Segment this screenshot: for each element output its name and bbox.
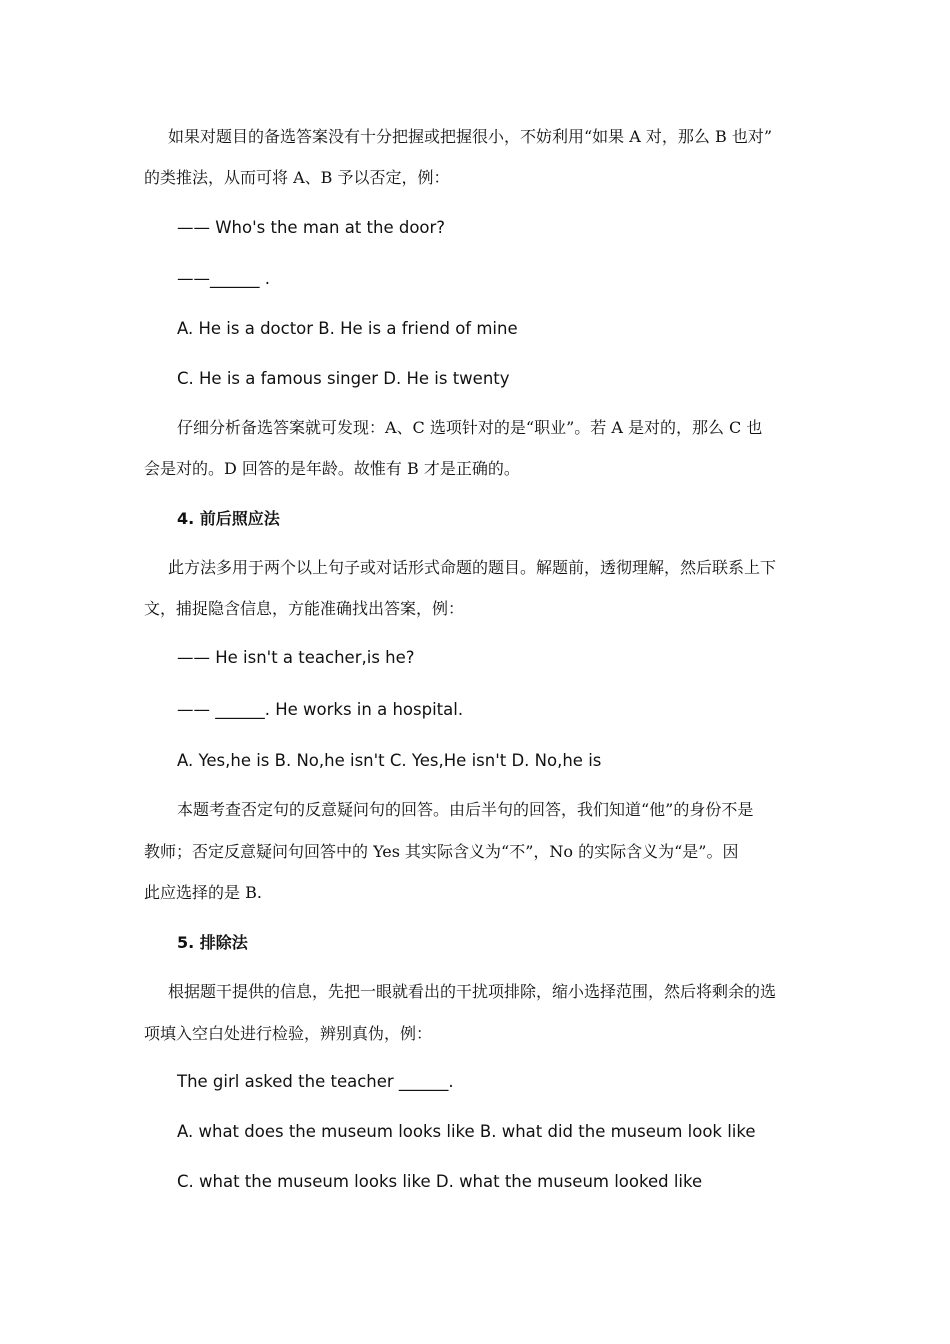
paragraph-line: 项填入空白处进行检验，辨别真伪，例：: [144, 1024, 433, 1043]
paragraph-line: 文，捕捉隐含信息，方能准确找出答案，例：: [144, 599, 465, 618]
question-line: The girl asked the teacher ______.: [177, 1072, 454, 1091]
paragraph-line: 此方法多用于两个以上句子或对话形式命题的题目。解题前，透彻理解，然后联系上下: [168, 558, 777, 577]
paragraph-line: 根据题干提供的信息，先把一眼就看出的干扰项排除，缩小选择范围，然后将剩余的选: [168, 982, 777, 1001]
options-line: A. Yes,he is B. No,he isn't C. Yes,He isn't D. No,he is: [177, 751, 602, 770]
options-line: A. what does the museum looks like B. what did the museum look like: [177, 1122, 756, 1141]
paragraph-line: 此应选择的是 B.: [144, 883, 262, 902]
paragraph-line: 仔细分析备选答案就可发现：A、C 选项针对的是“职业”。若 A 是对的，那么 C 也: [177, 418, 763, 437]
answer-blank-line: ——______ .: [177, 269, 270, 288]
paragraph-line: 本题考查否定句的反意疑问句的回答。由后半句的回答，我们知道“他”的身份不是: [177, 800, 754, 819]
options-line: A. He is a doctor B. He is a friend of mine: [177, 319, 518, 338]
paragraph-line: 会是对的。D 回答的是年龄。故惟有 B 才是正确的。: [144, 459, 520, 478]
answer-blank-line: —— ______. He works in a hospital.: [177, 700, 464, 719]
paragraph-line: 的类推法，从而可将 A、B 予以否定，例：: [144, 168, 450, 187]
paragraph-line: 教师；否定反意疑问句回答中的 Yes 其实际含义为“不”，No 的实际含义为“是”。因: [144, 842, 739, 861]
section-heading: 5. 排除法: [177, 933, 248, 952]
question-line: —— Who's the man at the door?: [177, 218, 446, 237]
section-heading: 4. 前后照应法: [177, 509, 280, 528]
paragraph-line: 如果对题目的备选答案没有十分把握或把握很小，不妨利用“如果 A 对，那么 B 也对”: [168, 127, 773, 146]
question-line: —— He isn't a teacher,is he?: [177, 648, 415, 667]
options-line: C. what the museum looks like D. what the museum looked like: [177, 1172, 703, 1191]
options-line: C. He is a famous singer D. He is twenty: [177, 369, 510, 388]
